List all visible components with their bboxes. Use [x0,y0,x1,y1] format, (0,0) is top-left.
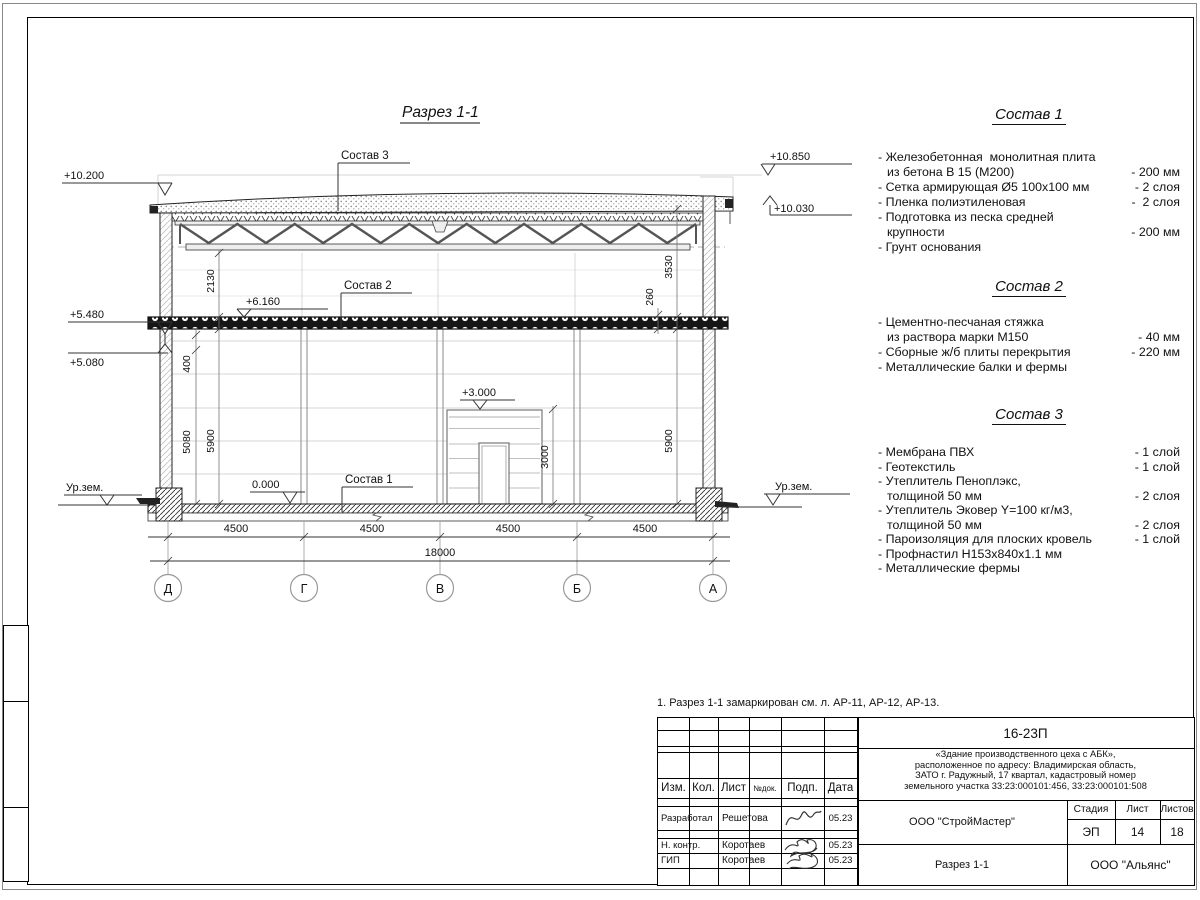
mark-5480: +5.480 [70,309,104,321]
dim-span-3: 4500 [495,523,521,535]
materials-list-2 [878,278,1180,375]
tb-sheets-label: Листов [1160,804,1194,815]
list-item: - Мембрана ПВХ - 1 слой [878,445,1180,459]
svg-text:Разрез 1-1: Разрез 1-1 [402,104,479,121]
tb-object-description: «Здание производственного цеха с АБК», расположенное по адресу: Владимирская область, ЗАТО г. Радужный, 17 квартал, кадастровый номер земельного участка 33:23:000101:456, 33:23:000101:508 [904,749,1147,791]
list-item: - Утеплитель Эковер Y=100 кг/м3, [878,503,1073,517]
mark-0000: 0.000 [252,479,280,491]
tb-col-izm: Изм. [661,782,686,794]
mark-ground-right: Ур.зем. [775,481,813,493]
materials-list-3 [878,406,1180,576]
list-item: толщиной 50 мм - 2 слоя [887,488,1180,503]
list-item: - Металлические фермы [878,561,1020,575]
signature-gip [781,836,824,872]
list-2-title: Состав 2 [878,278,1180,295]
wall-right [703,196,715,504]
axis-d: Д [163,582,173,596]
axis-bubbles [155,575,727,602]
sheet-note: 1. Разрез 1-1 замаркирован см. л. АР-11, АР-12, АР-13. [657,697,940,709]
mark-3000-door: +3.000 [462,387,496,399]
label-sostav3: Состав 3 [341,150,389,162]
label-sostav2: Состав 2 [344,280,392,292]
dim-5900-right: 5900 [663,429,675,453]
tb-col-kol: Кол. [692,782,715,794]
roof-deck [172,213,703,221]
tb-col-podp: Подп. [787,782,818,794]
tb-name-ncontr: Коротаев [722,840,766,851]
roof-edge-left [150,206,158,213]
tb-date-developer: 05.23 [828,812,853,824]
interfloor-slab [148,317,728,329]
dim-total: 18000 [424,547,456,559]
list-item: - Утеплитель Пеноплэкс, [878,474,1021,488]
bottom-dimensions [148,522,730,574]
tb-sheet-value: 14 [1130,824,1145,839]
dim-3000: 3000 [539,445,551,469]
ground-floor [148,504,728,521]
dim-5080: 5080 [181,430,193,454]
tb-section-title: Разрез 1-1 [934,858,989,871]
list-item: - Профнастил Н153х840х1.1 мм [878,546,1063,561]
tb-col-data: Дата [827,782,854,794]
roof-slab [150,193,733,213]
dim-span-4: 4500 [632,523,658,535]
list-item: - Подготовка из песка средней [878,210,1054,224]
list-item: из бетона В 15 (М200) - 200 мм [887,165,1180,179]
tb-role-gip: ГИП [661,855,680,866]
mark-5080: +5.080 [70,357,104,369]
vertical-dimensions [181,205,681,508]
signature-developer [783,806,823,830]
view-title [400,104,480,123]
list-1-title: Состав 1 [878,106,1180,123]
entrance-portal [447,410,542,504]
list-item: крупности - 200 мм [887,225,1180,239]
mark-10200: +10.200 [64,170,105,182]
axis-b: Б [572,582,582,596]
list-item: - Геотекстиль - 1 слой [878,459,1180,474]
door [479,443,509,504]
axis-v: В [435,582,445,596]
list-3-title: Состав 3 [878,406,1180,423]
mark-6160: +6.160 [246,296,280,308]
label-sostav1: Состав 1 [345,474,393,486]
tb-date-ncontr: 05.23 [828,840,853,851]
tb-doc-number: 16-23П [1003,725,1048,741]
tb-org: ООО "СтройМастер" [909,816,1015,828]
dim-span-2: 4500 [359,523,385,535]
title-block [657,717,1195,886]
list-item: - Пленка полиэтиленовая - 2 слоя [878,195,1180,209]
list-item: толщиной 50 мм - 2 слоя [887,517,1180,532]
tb-sheet-label: Лист [1126,804,1149,815]
axis-a: А [708,582,718,596]
wall-left [160,213,172,504]
dim-span-1: 4500 [223,523,249,535]
dim-3530: 3530 [663,255,675,279]
tb-col-ndok: №док. [753,783,777,793]
list-item: - Грунт основания [878,240,982,254]
dim-400: 400 [181,355,193,373]
tb-customer: ООО "Альянс" [1090,857,1171,872]
tb-stage-value: ЭП [1082,824,1100,839]
tb-stage-label: Стадия [1073,804,1109,815]
axis-g: Г [300,582,308,596]
list-item: - Металлические балки и фермы [878,360,1068,374]
dim-5900-left: 5900 [205,429,217,453]
tb-sheets-value: 18 [1170,824,1184,839]
tb-date-gip: 05.23 [828,855,853,866]
mark-10850: +10.850 [770,151,811,163]
mark-ground-left: Ур.зем. [66,482,104,494]
dim-2130: 2130 [205,269,217,293]
list-item: - Железобетонная монолитная плита [878,150,1096,164]
mark-10030: +10.030 [774,203,815,215]
list-item: - Цементно-песчаная стяжка [878,315,1044,329]
list-item: из раствора марки М150 - 40 мм [887,330,1180,344]
tb-col-list: Лист [721,782,746,794]
materials-list-1 [878,106,1180,255]
dim-260: 260 [644,288,656,306]
roof-edge-right [725,199,733,208]
steel-truss [165,221,725,250]
tb-name-developer: Решетова [722,812,768,824]
list-item: - Сборные ж/б плиты перекрытия - 220 мм [878,345,1180,359]
list-item: - Пароизоляция для плоских кровель - 1 слой [878,532,1180,546]
tb-role-ncontr: Н. контр. [661,840,701,851]
list-item: - Сетка армирующая Ø5 100х100 мм - 2 слоя [878,180,1180,194]
tb-name-gip: Коротаев [722,855,766,866]
tb-role-developer: Разработал [661,812,713,824]
